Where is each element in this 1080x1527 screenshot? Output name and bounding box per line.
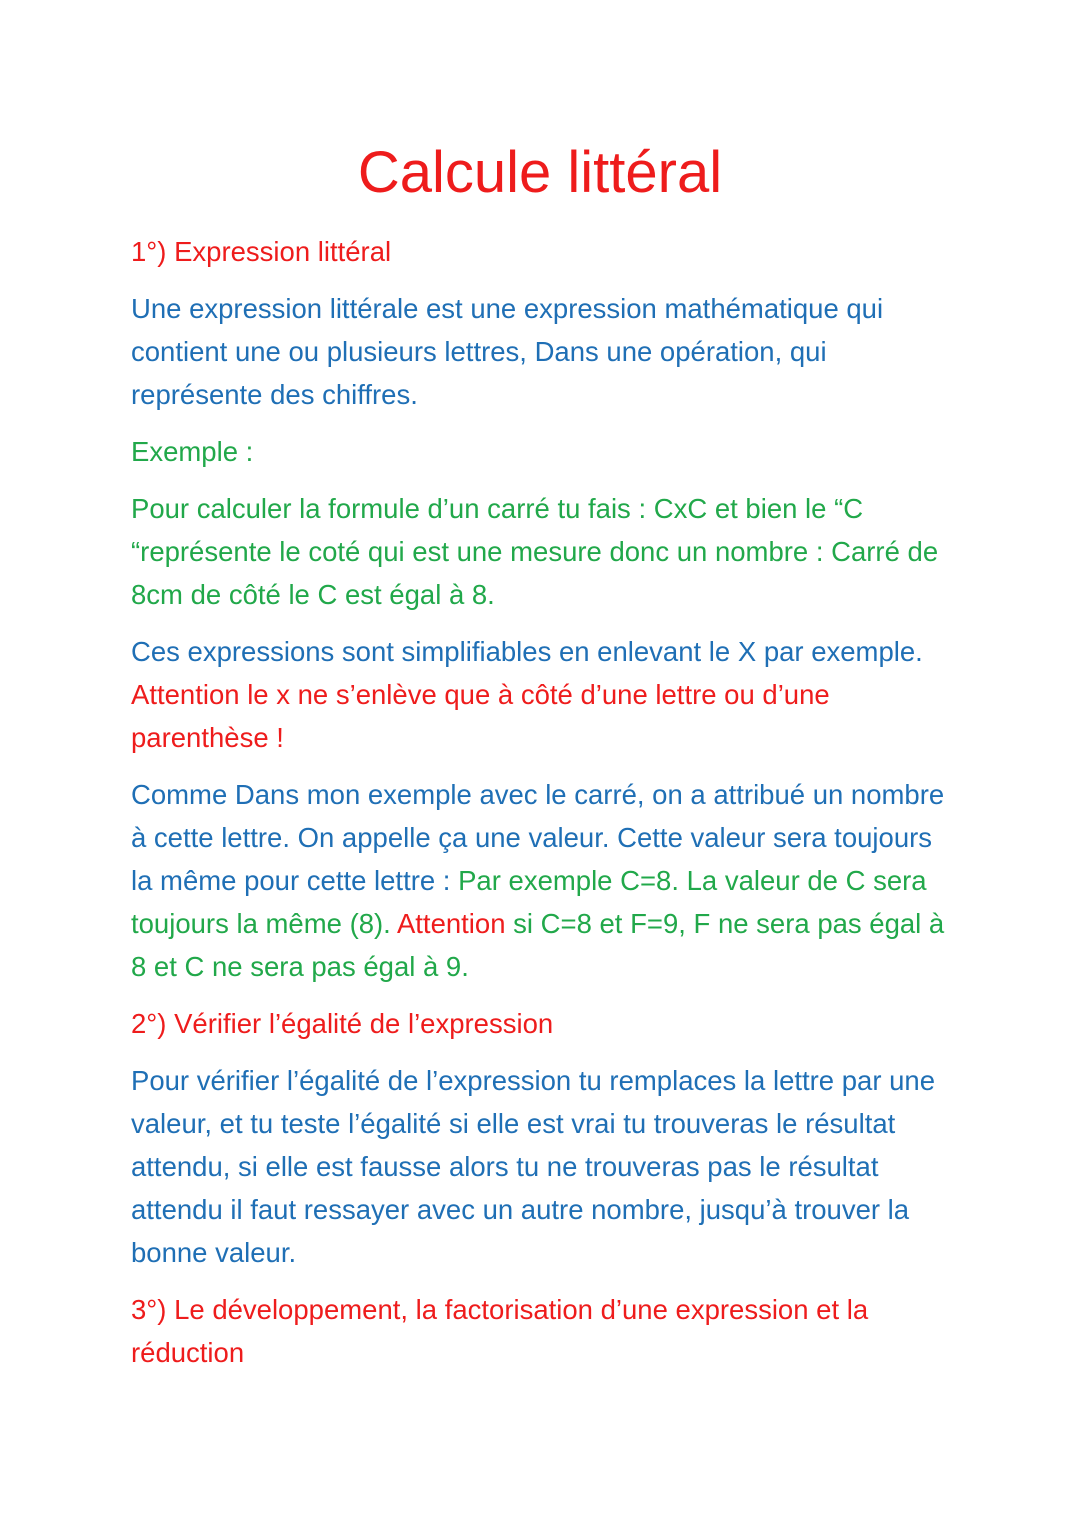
value-paragraph xyxy=(131,773,961,988)
section-1-heading: 1°) Expression littéral xyxy=(131,236,392,267)
simplify-warning: Attention le x ne s’enlève que à côté d’une lettre ou d’une parenthèse ! xyxy=(131,679,830,753)
document-body xyxy=(131,230,961,1388)
value-warning-label: Attention xyxy=(390,908,506,939)
section-2-heading: 2°) Vérifier l’égalité de l’expression xyxy=(131,1008,554,1039)
simplify-text: Ces expressions sont simplifiables en enlevant le X par exemple. xyxy=(131,636,923,667)
section-2-text: Pour vérifier l’égalité de l’expression tu remplaces la lettre par une valeur, et tu teste l’égalité si elle est vrai tu trouveras le résultat attendu, si elle est fausse alors tu ne trouveras pas le résultat attendu il faut ressayer avec un autre nombre, jusqu’à trouver la bonne valeur. xyxy=(131,1065,936,1268)
page-title: Calcule littéral xyxy=(357,140,723,205)
example-text: Pour calculer la formule d’un carré tu fais : CxC et bien le “C “représente le coté qui est une mesure donc un nombre : Carré de 8cm de côté le C est égal à 8. xyxy=(131,493,939,610)
simplify-paragraph xyxy=(131,630,961,759)
value-text: Comme Dans mon exemple avec le carré, on a attribué un nombre à cette lettre. On appelle ça une valeur. Cette valeur sera toujours la même pour cette lettre : xyxy=(131,779,945,896)
value-warning-text: si C=8 et F=9, F ne sera pas égal à 8 et C ne sera pas égal à 9. xyxy=(131,908,945,982)
value-example: Par exemple C=8. La valeur de C sera toujours la même (8). xyxy=(131,865,927,939)
example-label: Exemple : xyxy=(131,436,254,467)
section-1-definition: Une expression littérale est une expression mathématique qui contient une ou plusieurs lettres, Dans une opération, qui représente des chiffres. xyxy=(131,293,884,410)
section-3-heading: 3°) Le développement, la factorisation d’une expression et la réduction xyxy=(131,1294,869,1368)
